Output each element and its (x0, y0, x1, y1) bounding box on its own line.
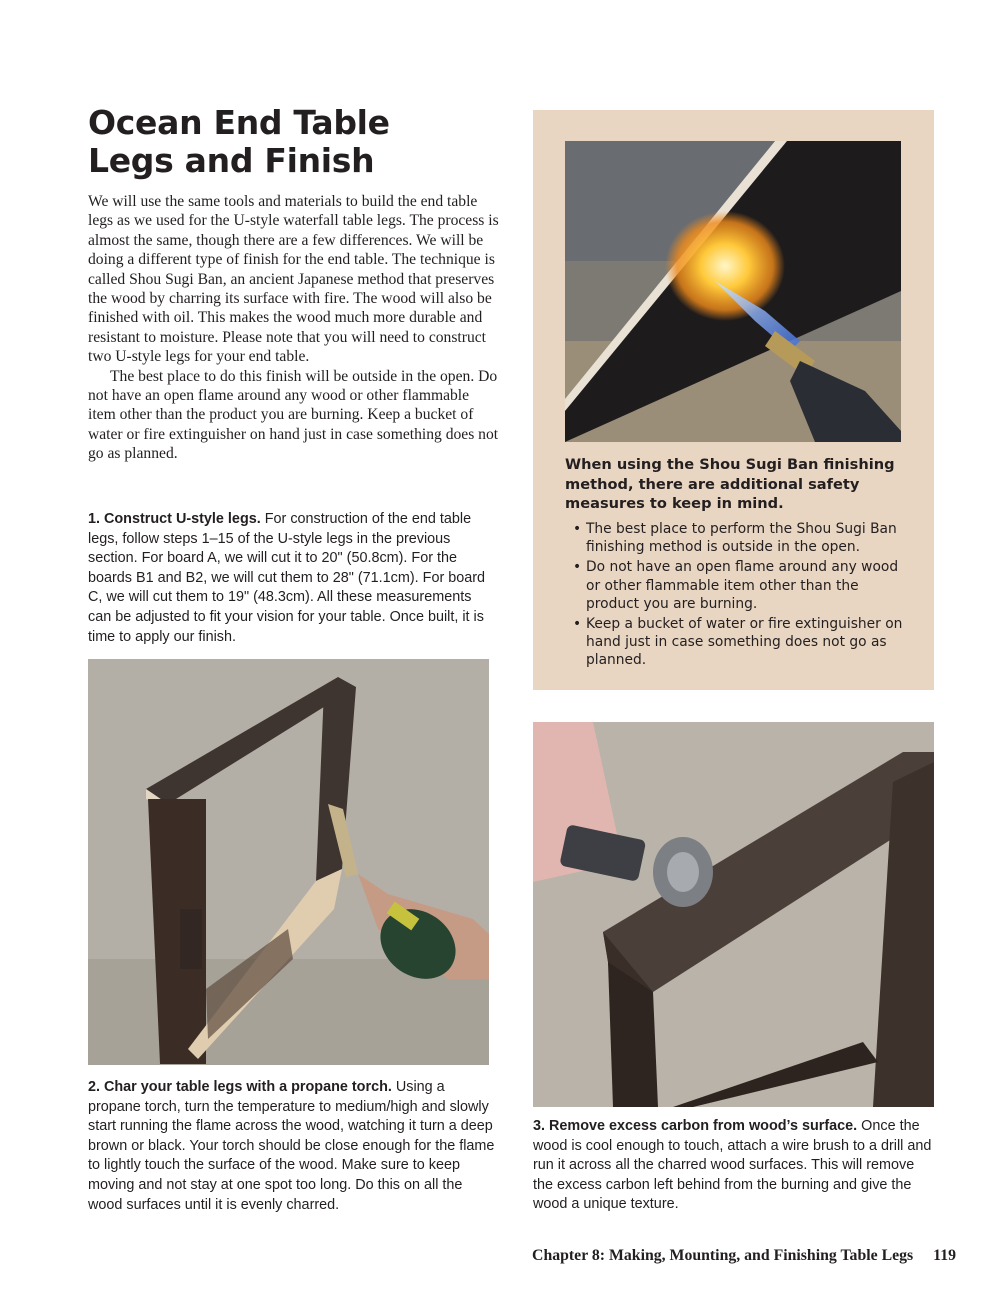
page-number: 119 (933, 1247, 956, 1264)
title-line-1: Ocean End Table (88, 103, 390, 142)
step-1-body: For construction of the end table legs, follow steps 1–15 of the U-style legs in the previous section. For board A, we will cut it to 20" (50.8cm). For the boards B1 and B2, we will cut them to 28" (71.1cm). For board C, we will cut them to 19" (48.3cm). All these measurements can be adjusted to fit your vision for your table. Once built, it is time to apply our finish. (88, 511, 486, 645)
chapter-title: Chapter 8: Making, Mounting, and Finishing Table Legs (532, 1247, 914, 1264)
wire-brush-photo (533, 722, 934, 1107)
intro-paragraph-2: The best place to do this finish will be outside in the open. Do not have an open flame around any wood or other flammable item other than the product you are burning. Keep a bucket of water or fire extinguisher on hand just in case something does not go as planned. (88, 367, 499, 463)
step-2-heading: 2. Char your table legs with a propane torch. (88, 1079, 392, 1095)
charring-leg-photo (88, 659, 489, 1065)
wire-brush-illustration (533, 722, 934, 1107)
step-2 (88, 1078, 498, 1215)
safety-bullet-list (571, 520, 911, 672)
torch-photo-illustration (565, 141, 901, 442)
page-footer (516, 1247, 956, 1265)
page-title (88, 104, 508, 180)
step-3-body: Once the wood is cool enough to touch, attach a wire brush to a drill and run it across all the charred wood surfaces. This will remove the excess carbon left behind from the burning and give the wood a unique texture. (533, 1118, 932, 1213)
safety-bullet-2: • Do not have an open flame around any wood or other flammable item other than the product you are burning. (571, 558, 911, 613)
sidebar-heading: When using the Shou Sugi Ban finishing method, there are additional safety measures to keep in mind. (565, 456, 895, 513)
step-3-heading: 3. Remove excess carbon from wood’s surface. (533, 1118, 858, 1134)
torch-closeup-photo (565, 141, 901, 442)
title-line-2: Legs and Finish (88, 141, 375, 180)
step-1 (88, 510, 498, 647)
step-3 (533, 1117, 938, 1215)
intro-paragraph-1: We will use the same tools and materials to build the end table legs as we used for the U-style waterfall table legs. The process is almost the same, though there are a few differences. We will be doing a different type of finish for the end table. The technique is called Shou Sugi Ban, an ancient Japanese method that preserves the wood by charring its surface with fire. The wood will also be finished with oil. This makes the wood much more durable and resistant to moisture. Please note that you will need to construct two U-style legs for your end table. (88, 193, 499, 366)
intro-text (88, 192, 500, 464)
safety-bullet-3: • Keep a bucket of water or fire extinguisher on hand just in case something does not go as planned. (571, 615, 911, 670)
charring-leg-illustration (88, 659, 489, 1065)
safety-bullet-1: • The best place to perform the Shou Sugi Ban finishing method is outside in the open. (571, 520, 911, 556)
step-1-heading: 1. Construct U-style legs. (88, 511, 261, 527)
step-2-body: Using a propane torch, turn the temperature to medium/high and slowly start running the flame across the wood, watching it turn a deep brown or black. Your torch should be close enough for the flame to lightly touch the surface of the wood. Make sure to keep moving and not stay at one spot too long. Do this on all the wood surfaces until it is evenly charred. (88, 1079, 495, 1213)
